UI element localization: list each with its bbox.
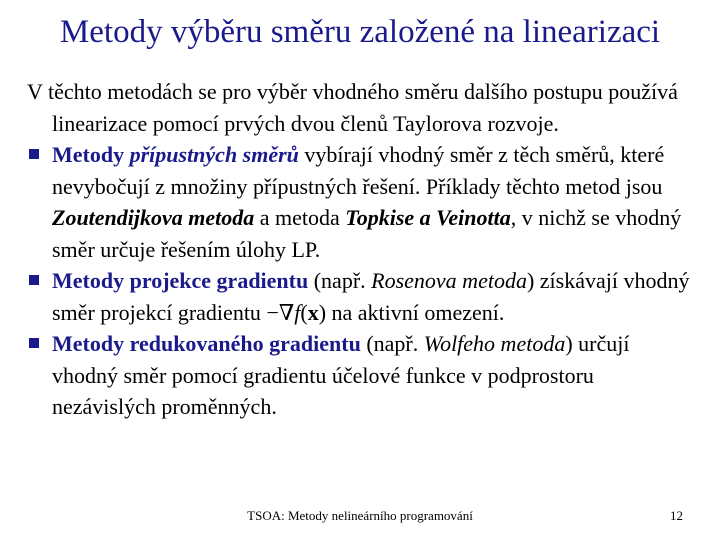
footer-text: TSOA: Metody nelineárního programování bbox=[247, 508, 473, 523]
nabla-symbol: ∇ bbox=[278, 299, 295, 325]
bullet-lead-emphasis: přípustných směrů bbox=[129, 142, 299, 167]
formula-function: f bbox=[294, 299, 301, 325]
bullet-item-gradient-projection bbox=[27, 265, 697, 328]
bullet-text: , v nichž se vhodný směr určuje řešením úlohy LP. bbox=[52, 205, 682, 262]
slide-title: Metody výběru směru založené na linearizaci bbox=[59, 14, 661, 50]
formula-paren: ( bbox=[300, 299, 308, 325]
square-bullet-icon bbox=[29, 338, 39, 348]
method-name: Zoutendijkova metoda bbox=[52, 205, 255, 230]
page-number: 12 bbox=[670, 508, 683, 523]
slide-content bbox=[27, 76, 697, 423]
bullet-text: na aktivní omezení. bbox=[326, 299, 505, 325]
bullet-lead: Metody redukovaného gradientu bbox=[52, 331, 361, 356]
square-bullet-icon bbox=[29, 149, 39, 159]
method-name: Wolfeho metoda bbox=[423, 331, 566, 356]
bullet-text: a metoda bbox=[254, 205, 346, 230]
method-name: Rosenova metoda bbox=[371, 268, 527, 293]
bullet-text: ) určují vhodný směr pomocí gradientu účelové funkce v podprostoru nezávislých proměnných. bbox=[52, 331, 630, 419]
bullet-text: ) získávají vhodný směr projekcí gradientu bbox=[52, 268, 690, 325]
bullet-text: (např. bbox=[308, 268, 372, 293]
formula-minus: − bbox=[266, 299, 279, 325]
bullet-lead: Metody projekce gradientu bbox=[52, 268, 309, 293]
bullet-text: vybírají vhodný směr z těch směrů, které nevybočují z množiny přípustných řešení. Příklady těchto metod jsou bbox=[52, 142, 665, 199]
bullet-text: (např. bbox=[360, 331, 424, 356]
formula-paren: ) bbox=[318, 299, 327, 325]
bullet-lead-prefix: Metody bbox=[52, 142, 130, 167]
method-name: Topkise a Veinotta bbox=[345, 205, 511, 230]
square-bullet-icon bbox=[29, 275, 39, 285]
bullet-item-feasible-directions bbox=[27, 139, 697, 265]
intro-paragraph: V těchto metodách se pro výběr vhodného směru dalšího postupu používá linearizace pomocí prvých dvou členů Taylorova rozvoje. bbox=[27, 79, 678, 136]
bullet-item-reduced-gradient bbox=[27, 328, 697, 423]
formula-vector: x bbox=[307, 299, 319, 325]
